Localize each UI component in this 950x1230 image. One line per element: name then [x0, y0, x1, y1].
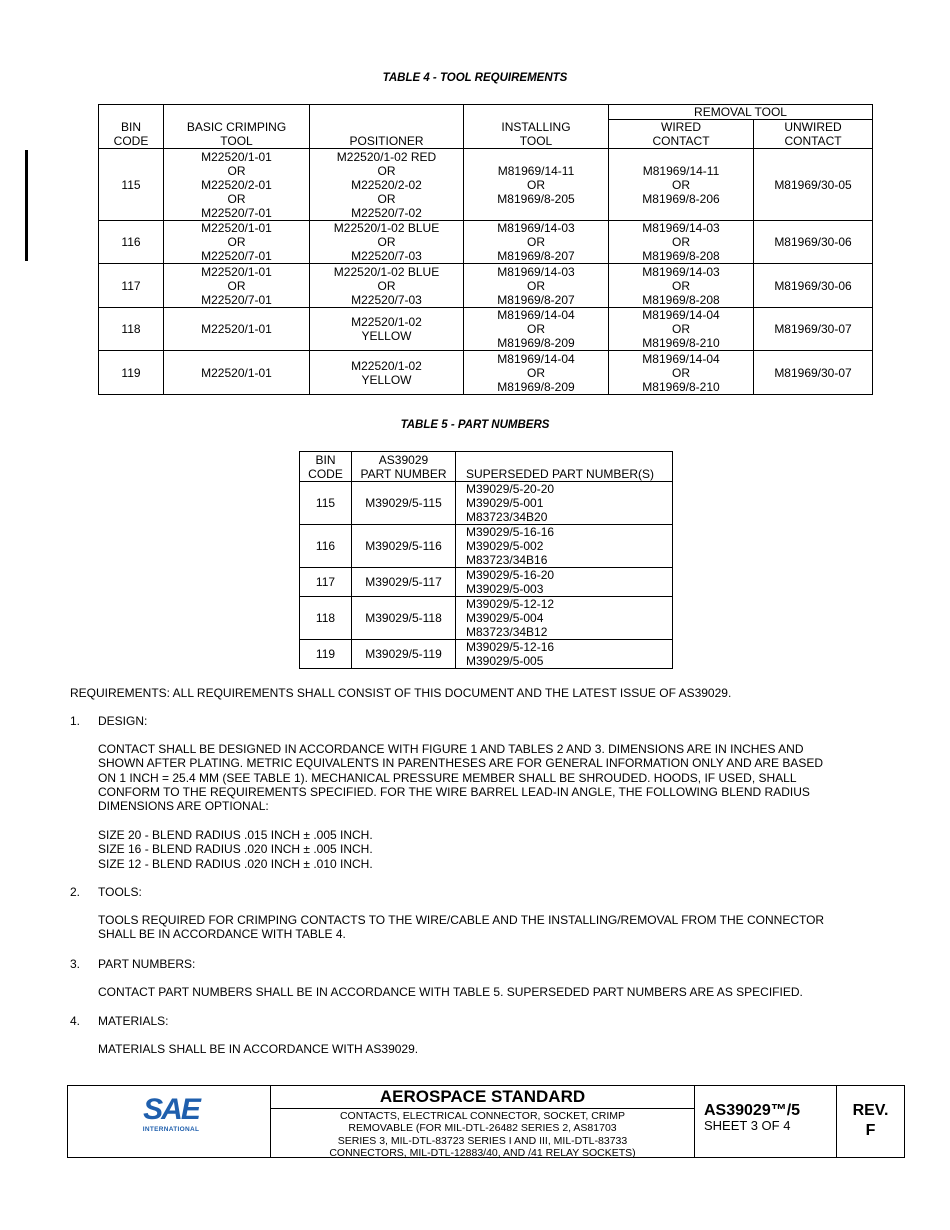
- document-number-cell: [695, 1086, 837, 1157]
- sae-logo: [136, 1095, 206, 1134]
- cell-superseded: M39029/5-20-20 M39029/5-001 M83723/34B20: [456, 482, 673, 525]
- sheet-number: SHEET 3 OF 4: [704, 1118, 791, 1133]
- cell-superseded: M39029/5-16-16 M39029/5-002 M83723/34B16: [456, 525, 673, 568]
- cell-wired: M81969/14-04 OR M81969/8-210: [609, 351, 754, 395]
- cell-unwired: M81969/30-07: [754, 308, 873, 351]
- cell-positioner: M22520/1-02 YELLOW: [310, 351, 464, 395]
- revision-label: REV.: [852, 1102, 889, 1119]
- table4-caption: TABLE 4 - TOOL REQUIREMENTS: [382, 72, 568, 84]
- table-row: [99, 264, 873, 308]
- description-cell: [271, 1086, 695, 1160]
- table-row: [99, 221, 873, 264]
- cell-bin: 117: [99, 264, 164, 308]
- revision-change-bar: [25, 150, 28, 261]
- part-numbers-number: 3.: [70, 957, 81, 971]
- table-row: [99, 149, 873, 221]
- cell-crimping: M22520/1-01 OR M22520/7-01: [164, 221, 310, 264]
- cell-wired: M81969/14-03 OR M81969/8-208: [609, 264, 754, 308]
- blend-radius-list: [98, 828, 868, 871]
- logo-cell: [68, 1086, 271, 1157]
- cell-bin: 119: [99, 351, 164, 395]
- cell-bin: 118: [99, 308, 164, 351]
- design-heading: DESIGN:: [98, 714, 148, 728]
- part-numbers-table: [299, 451, 673, 669]
- document-number: AS39029™/5: [704, 1102, 801, 1119]
- header-installing-tool: INSTALLING TOOL: [464, 105, 609, 149]
- cell-positioner: M22520/1-02 YELLOW: [310, 308, 464, 351]
- blend-radius-size-16: SIZE 16 - BLEND RADIUS .020 INCH ± .005 INCH.: [98, 842, 373, 857]
- blend-radius-size-20: SIZE 20 - BLEND RADIUS .015 INCH ± .005 INCH.: [98, 828, 373, 842]
- cell-part-number: M39029/5-116: [352, 525, 456, 568]
- standard-description: CONTACTS, ELECTRICAL CONNECTOR, SOCKET, CRIMP REMOVABLE (FOR MIL-DTL-26482 SERIES 2, AS81703 SERIES 3, MIL-DTL-83723 SERIES I AND III, MIL-DTL-83733 CONNECTORS, MIL-DTL-12883/40, AND /41 RELAY SOCKETS): [329, 1110, 636, 1160]
- cell-superseded: M39029/5-16-20 M39029/5-003: [456, 568, 673, 597]
- table-row: [99, 308, 873, 351]
- table-row: [300, 640, 673, 669]
- cell-bin: 118: [300, 597, 352, 640]
- header-positioner: POSITIONER: [310, 105, 464, 149]
- header-bin-code: BIN CODE: [99, 105, 164, 149]
- cell-positioner: M22520/1-02 BLUE OR M22520/7-03: [310, 221, 464, 264]
- table-row: [300, 482, 673, 525]
- header-bin-code: BIN CODE: [300, 452, 352, 482]
- revision-value: F: [865, 1122, 876, 1139]
- tools-heading: TOOLS:: [98, 885, 142, 899]
- cell-installing: M81969/14-11 OR M81969/8-205: [464, 149, 609, 221]
- sae-logo-subtext: INTERNATIONAL: [142, 1126, 200, 1133]
- cell-superseded: M39029/5-12-12 M39029/5-004 M83723/34B12: [456, 597, 673, 640]
- cell-bin: 115: [300, 482, 352, 525]
- cell-crimping: M22520/1-01 OR M22520/2-01 OR M22520/7-01: [164, 149, 310, 221]
- header-wired-contact: WIRED CONTACT: [609, 120, 754, 149]
- cell-wired: M81969/14-03 OR M81969/8-208: [609, 221, 754, 264]
- tools-body: TOOLS REQUIRED FOR CRIMPING CONTACTS TO THE WIRE/CABLE AND THE INSTALLING/REMOVAL FROM THE CONNECTOR SHALL BE IN ACCORDANCE WITH TABLE 4.: [98, 913, 825, 942]
- table5-caption: TABLE 5 - PART NUMBERS: [400, 419, 550, 431]
- title-block: [67, 1085, 905, 1158]
- cell-part-number: M39029/5-118: [352, 597, 456, 640]
- header-superseded: SUPERSEDED PART NUMBER(S): [456, 452, 673, 482]
- materials-heading: MATERIALS:: [98, 1014, 169, 1028]
- header-removal-tool: REMOVAL TOOL: [609, 105, 873, 120]
- design-number: 1.: [70, 714, 81, 728]
- cell-part-number: M39029/5-115: [352, 482, 456, 525]
- table-row: [300, 597, 673, 640]
- cell-unwired: M81969/30-07: [754, 351, 873, 395]
- cell-bin: 117: [300, 568, 352, 597]
- cell-part-number: M39029/5-117: [352, 568, 456, 597]
- revision-cell: [837, 1086, 904, 1157]
- design-body: CONTACT SHALL BE DESIGNED IN ACCORDANCE WITH FIGURE 1 AND TABLES 2 AND 3. DIMENSIONS ARE IN INCHES AND SHOWN AFTER PLATING. METRIC EQUIVALENTS IN PARENTHESES ARE FOR GENERAL INFORMATION ONLY AND ARE BASED ON 1 INCH = 25.4 MM (SEE TABLE 1). MECHANICAL PRESSURE MEMBER SHALL BE SHROUDED. HOODS, IF USED, SHALL CONFORM TO THE REQUIREMENTS SPECIFIED. FOR THE WIRE BARREL LEAD-IN ANGLE, THE FOLLOWING BLEND RADIUS DIMENSIONS ARE OPTIONAL:: [98, 742, 824, 814]
- table-row: [300, 525, 673, 568]
- header-part-number: AS39029 PART NUMBER: [352, 452, 456, 482]
- cell-wired: M81969/14-11 OR M81969/8-206: [609, 149, 754, 221]
- cell-superseded: M39029/5-12-16 M39029/5-005: [456, 640, 673, 669]
- standard-title: AEROSPACE STANDARD: [271, 1086, 694, 1109]
- table-row: [300, 568, 673, 597]
- cell-installing: M81969/14-03 OR M81969/8-207: [464, 264, 609, 308]
- cell-unwired: M81969/30-06: [754, 221, 873, 264]
- cell-positioner: M22520/1-02 RED OR M22520/2-02 OR M22520/7-02: [310, 149, 464, 221]
- cell-wired: M81969/14-04 OR M81969/8-210: [609, 308, 754, 351]
- materials-number: 4.: [70, 1014, 81, 1028]
- cell-unwired: M81969/30-06: [754, 264, 873, 308]
- cell-bin: 115: [99, 149, 164, 221]
- tools-number: 2.: [70, 885, 81, 899]
- cell-crimping: M22520/1-01: [164, 308, 310, 351]
- cell-bin: 116: [300, 525, 352, 568]
- tool-requirements-table: [98, 104, 873, 395]
- header-unwired-contact: UNWIRED CONTACT: [754, 120, 873, 149]
- sae-logo-mark: SAE: [143, 1093, 199, 1126]
- table-row: [99, 351, 873, 395]
- materials-body: MATERIALS SHALL BE IN ACCORDANCE WITH AS39029.: [98, 1042, 419, 1056]
- cell-part-number: M39029/5-119: [352, 640, 456, 669]
- requirements-intro: REQUIREMENTS: ALL REQUIREMENTS SHALL CONSIST OF THIS DOCUMENT AND THE LATEST ISSUE OF AS39029.: [70, 686, 732, 700]
- cell-bin: 119: [300, 640, 352, 669]
- blend-radius-size-12: SIZE 12 - BLEND RADIUS .020 INCH ± .010 INCH.: [98, 856, 373, 871]
- cell-installing: M81969/14-04 OR M81969/8-209: [464, 351, 609, 395]
- cell-installing: M81969/14-03 OR M81969/8-207: [464, 221, 609, 264]
- cell-unwired: M81969/30-05: [754, 149, 873, 221]
- cell-bin: 116: [99, 221, 164, 264]
- header-crimping-tool: BASIC CRIMPING TOOL: [164, 105, 310, 149]
- cell-crimping: M22520/1-01: [164, 351, 310, 395]
- cell-positioner: M22520/1-02 BLUE OR M22520/7-03: [310, 264, 464, 308]
- cell-crimping: M22520/1-01 OR M22520/7-01: [164, 264, 310, 308]
- part-numbers-heading: PART NUMBERS:: [98, 957, 196, 971]
- part-numbers-body: CONTACT PART NUMBERS SHALL BE IN ACCORDANCE WITH TABLE 5. SUPERSEDED PART NUMBERS ARE AS SPECIFIED.: [98, 985, 803, 999]
- cell-installing: M81969/14-04 OR M81969/8-209: [464, 308, 609, 351]
